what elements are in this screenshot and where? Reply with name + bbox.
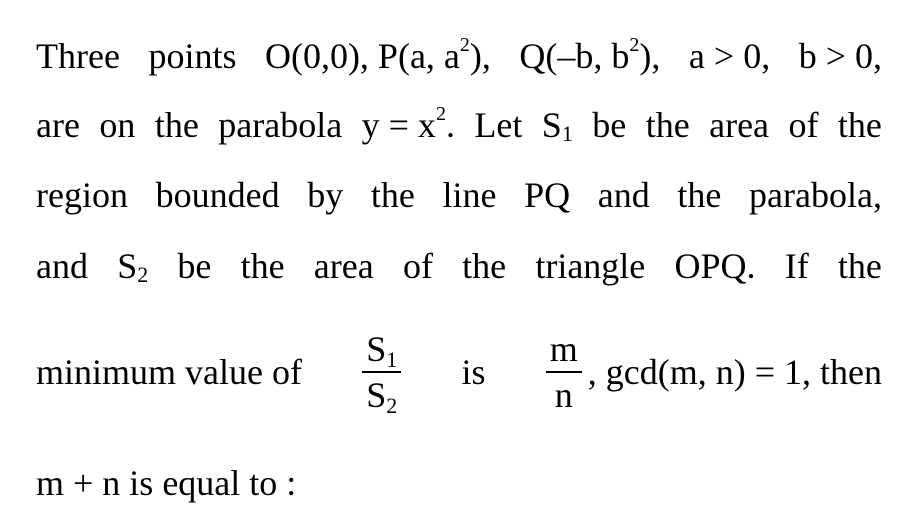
parabola-equation: $y = x^2$. xyxy=(361,103,455,145)
word: bounded xyxy=(155,175,280,215)
word: by xyxy=(307,175,344,215)
word: of xyxy=(788,105,819,145)
word: are xyxy=(36,105,80,145)
fraction-numerator: m xyxy=(549,329,578,369)
gcd-condition: , gcd(m, n) = 1, then xyxy=(587,352,882,392)
word: of xyxy=(402,246,433,286)
question-line-6 xyxy=(36,463,882,503)
word: the xyxy=(837,105,882,145)
word: points xyxy=(148,36,237,76)
condition-a: a > 0, xyxy=(688,36,771,76)
question-line-3 xyxy=(36,175,882,215)
word: be xyxy=(592,105,627,145)
symbol-s2: $S_2$ xyxy=(117,246,149,287)
point-q: Q(–b, $b^2$), xyxy=(519,34,661,76)
fraction-denominator: n xyxy=(554,375,573,415)
word: and xyxy=(597,175,650,215)
fraction-denominator: $S_2$ xyxy=(366,375,398,418)
question-line-2 xyxy=(36,105,882,145)
word: parabola xyxy=(218,105,343,145)
fraction-s1-over-s2 xyxy=(362,329,401,418)
word: Three xyxy=(36,36,120,76)
word: be xyxy=(177,246,212,286)
word: the xyxy=(677,175,722,215)
word: Let xyxy=(474,105,523,145)
word: line xyxy=(442,175,497,215)
point-o-p: O(0,0), P(a, $a^2$), xyxy=(264,34,491,76)
word: OPQ. xyxy=(674,246,756,286)
word: PQ xyxy=(524,175,571,215)
fraction-m-over-n xyxy=(546,329,582,415)
word: region xyxy=(36,175,128,215)
condition-b: b > 0, xyxy=(798,36,882,76)
word: triangle xyxy=(535,246,646,286)
word: the xyxy=(462,246,507,286)
word: If xyxy=(784,246,809,286)
fraction-numerator: $S_1$ xyxy=(366,329,398,372)
word: on xyxy=(99,105,136,145)
word: area xyxy=(313,246,374,286)
word: is xyxy=(461,352,486,392)
word: the xyxy=(645,105,690,145)
word: the xyxy=(837,246,882,286)
fraction-bar xyxy=(546,371,582,373)
question-prompt: m + n is equal to : xyxy=(36,463,297,503)
word: parabola, xyxy=(749,175,882,215)
word: and xyxy=(36,246,88,286)
symbol-s1: $S_1$ xyxy=(541,105,573,146)
question-line-1 xyxy=(36,36,882,76)
word: the xyxy=(240,246,285,286)
question-line-4 xyxy=(36,246,882,286)
phrase-minimum-value: minimum value of xyxy=(36,352,302,392)
fraction-group xyxy=(540,329,882,415)
word: the xyxy=(154,105,199,145)
word: the xyxy=(370,175,415,215)
question-line-5 xyxy=(36,322,882,422)
word: area xyxy=(709,105,770,145)
